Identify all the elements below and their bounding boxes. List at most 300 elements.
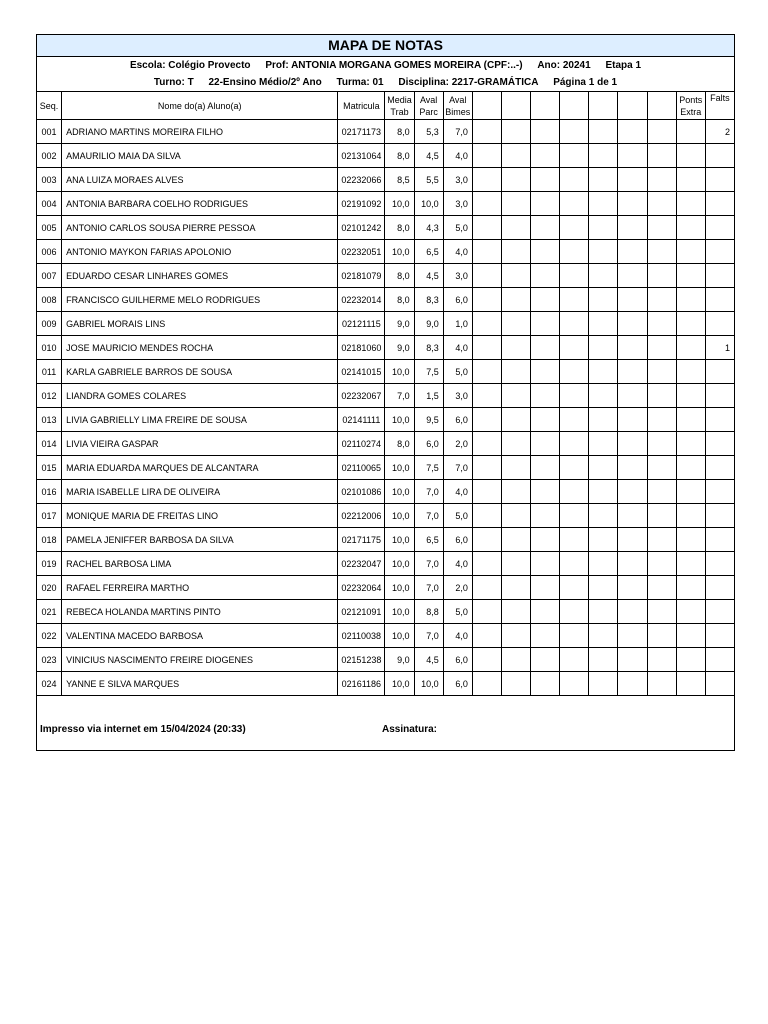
- grade-aval-bimes: 5,0: [443, 360, 472, 384]
- info-line-2: [37, 74, 734, 91]
- student-seq: 016: [37, 480, 62, 504]
- grade-aval-parc: 10,0: [414, 672, 443, 696]
- grade-level: 22-Ensino Médio/2º Ano: [208, 77, 322, 88]
- grade-media-trab: 8,0: [385, 120, 414, 144]
- header-empty: [647, 92, 676, 120]
- student-name: KARLA GABRIELE BARROS DE SOUSA: [62, 360, 338, 384]
- grade-aval-parc: 5,5: [414, 168, 443, 192]
- grade-media-trab: 10,0: [385, 552, 414, 576]
- empty-grade-cell: [647, 456, 676, 480]
- empty-grade-cell: [589, 264, 618, 288]
- ponts-extra-cell: [676, 288, 705, 312]
- empty-grade-cell: [531, 144, 560, 168]
- empty-grade-cell: [647, 336, 676, 360]
- grade-aval-parc: 4,5: [414, 264, 443, 288]
- empty-grade-cell: [589, 288, 618, 312]
- empty-grade-cell: [618, 336, 647, 360]
- grade-media-trab: 8,0: [385, 288, 414, 312]
- empty-grade-cell: [472, 600, 501, 624]
- table-row: [37, 432, 735, 456]
- table-row: [37, 120, 735, 144]
- table-row: [37, 288, 735, 312]
- table-row: [37, 168, 735, 192]
- empty-grade-cell: [560, 144, 589, 168]
- empty-grade-cell: [618, 600, 647, 624]
- empty-grade-cell: [589, 552, 618, 576]
- grade-aval-bimes: 6,0: [443, 408, 472, 432]
- grade-media-trab: 9,0: [385, 648, 414, 672]
- student-name: EDUARDO CESAR LINHARES GOMES: [62, 264, 338, 288]
- empty-grade-cell: [501, 240, 530, 264]
- empty-grade-cell: [531, 600, 560, 624]
- student-matricula: 02191092: [338, 192, 385, 216]
- ponts-extra-cell: [676, 264, 705, 288]
- table-row: [37, 672, 735, 696]
- empty-grade-cell: [589, 168, 618, 192]
- student-matricula: 02121115: [338, 312, 385, 336]
- empty-grade-cell: [560, 168, 589, 192]
- grade-aval-bimes: 7,0: [443, 456, 472, 480]
- ponts-extra-cell: [676, 384, 705, 408]
- shift: Turno: T: [153, 77, 194, 88]
- header-empty: [589, 92, 618, 120]
- empty-grade-cell: [589, 528, 618, 552]
- student-matricula: 02141015: [338, 360, 385, 384]
- faltas-cell: 1: [705, 336, 734, 360]
- student-name: ANTONIO MAYKON FARIAS APOLONIO: [62, 240, 338, 264]
- ponts-extra-cell: [676, 480, 705, 504]
- grade-media-trab: 9,0: [385, 312, 414, 336]
- empty-grade-cell: [560, 336, 589, 360]
- empty-grade-cell: [501, 288, 530, 312]
- student-name: LIANDRA GOMES COLARES: [62, 384, 338, 408]
- empty-grade-cell: [501, 432, 530, 456]
- ponts-extra-cell: [676, 408, 705, 432]
- student-matricula: 02110065: [338, 456, 385, 480]
- faltas-cell: [705, 528, 734, 552]
- student-seq: 004: [37, 192, 62, 216]
- class-group: Turma: 01: [336, 77, 384, 88]
- empty-grade-cell: [647, 624, 676, 648]
- grade-aval-bimes: 7,0: [443, 120, 472, 144]
- student-name: LIVIA VIEIRA GASPAR: [62, 432, 338, 456]
- table-row: [37, 192, 735, 216]
- empty-grade-cell: [560, 648, 589, 672]
- empty-grade-cell: [472, 240, 501, 264]
- grade-media-trab: 10,0: [385, 528, 414, 552]
- faltas-cell: [705, 264, 734, 288]
- student-matricula: 02232051: [338, 240, 385, 264]
- empty-grade-cell: [472, 624, 501, 648]
- table-row: [37, 600, 735, 624]
- empty-grade-cell: [472, 552, 501, 576]
- student-name: PAMELA JENIFFER BARBOSA DA SILVA: [62, 528, 338, 552]
- student-matricula: 02171173: [338, 120, 385, 144]
- empty-grade-cell: [647, 672, 676, 696]
- faltas-cell: [705, 312, 734, 336]
- student-rows: [37, 120, 735, 696]
- empty-grade-cell: [472, 264, 501, 288]
- empty-grade-cell: [501, 144, 530, 168]
- student-matricula: 02101242: [338, 216, 385, 240]
- empty-grade-cell: [589, 480, 618, 504]
- empty-grade-cell: [647, 552, 676, 576]
- empty-grade-cell: [647, 504, 676, 528]
- grade-aval-bimes: 6,0: [443, 672, 472, 696]
- grade-aval-parc: 8,3: [414, 288, 443, 312]
- empty-grade-cell: [647, 648, 676, 672]
- header-name: Nome do(a) Aluno(a): [62, 92, 338, 120]
- ponts-extra-cell: [676, 144, 705, 168]
- faltas-cell: [705, 480, 734, 504]
- student-matricula: 02212006: [338, 504, 385, 528]
- empty-grade-cell: [647, 192, 676, 216]
- grade-aval-parc: 4,3: [414, 216, 443, 240]
- empty-grade-cell: [560, 432, 589, 456]
- empty-grade-cell: [589, 384, 618, 408]
- header-empty: [531, 92, 560, 120]
- empty-grade-cell: [618, 192, 647, 216]
- empty-grade-cell: [501, 264, 530, 288]
- empty-grade-cell: [531, 528, 560, 552]
- grade-aval-parc: 8,3: [414, 336, 443, 360]
- empty-grade-cell: [618, 168, 647, 192]
- student-matricula: 02151238: [338, 648, 385, 672]
- empty-grade-cell: [560, 672, 589, 696]
- faltas-cell: [705, 576, 734, 600]
- ponts-extra-cell: [676, 216, 705, 240]
- student-name: REBECA HOLANDA MARTINS PINTO: [62, 600, 338, 624]
- empty-grade-cell: [647, 168, 676, 192]
- student-name: YANNE E SILVA MARQUES: [62, 672, 338, 696]
- table-row: [37, 408, 735, 432]
- student-name: ADRIANO MARTINS MOREIRA FILHO: [62, 120, 338, 144]
- empty-grade-cell: [501, 384, 530, 408]
- empty-grade-cell: [618, 456, 647, 480]
- empty-grade-cell: [647, 216, 676, 240]
- empty-grade-cell: [531, 264, 560, 288]
- student-name: ANTONIO CARLOS SOUSA PIERRE PESSOA: [62, 216, 338, 240]
- empty-grade-cell: [647, 528, 676, 552]
- student-seq: 012: [37, 384, 62, 408]
- grade-sheet: [36, 34, 735, 751]
- faltas-cell: [705, 504, 734, 528]
- student-matricula: 02171175: [338, 528, 385, 552]
- grade-aval-bimes: 6,0: [443, 288, 472, 312]
- empty-grade-cell: [647, 264, 676, 288]
- empty-grade-cell: [531, 360, 560, 384]
- empty-grade-cell: [618, 504, 647, 528]
- grade-aval-bimes: 4,0: [443, 336, 472, 360]
- empty-grade-cell: [589, 648, 618, 672]
- grade-media-trab: 7,0: [385, 384, 414, 408]
- ponts-extra-cell: [676, 432, 705, 456]
- grade-aval-bimes: 3,0: [443, 168, 472, 192]
- student-name: LIVIA GABRIELLY LIMA FREIRE DE SOUSA: [62, 408, 338, 432]
- grade-aval-bimes: 5,0: [443, 504, 472, 528]
- empty-grade-cell: [618, 480, 647, 504]
- student-matricula: 02232066: [338, 168, 385, 192]
- grade-aval-bimes: 3,0: [443, 192, 472, 216]
- empty-grade-cell: [560, 552, 589, 576]
- empty-grade-cell: [618, 384, 647, 408]
- grade-media-trab: 10,0: [385, 672, 414, 696]
- empty-grade-cell: [589, 624, 618, 648]
- sheet-title: MAPA DE NOTAS: [37, 35, 734, 57]
- empty-grade-cell: [589, 336, 618, 360]
- student-seq: 003: [37, 168, 62, 192]
- faltas-cell: [705, 552, 734, 576]
- empty-grade-cell: [472, 528, 501, 552]
- header-ponts-extra: Ponts Extra: [676, 92, 705, 120]
- student-seq: 019: [37, 552, 62, 576]
- ponts-extra-cell: [676, 504, 705, 528]
- table-row: [37, 312, 735, 336]
- empty-grade-cell: [472, 144, 501, 168]
- grade-aval-parc: 4,5: [414, 648, 443, 672]
- grade-media-trab: 10,0: [385, 480, 414, 504]
- faltas-cell: [705, 648, 734, 672]
- student-name: MARIA ISABELLE LIRA DE OLIVEIRA: [62, 480, 338, 504]
- empty-grade-cell: [472, 432, 501, 456]
- ponts-extra-cell: [676, 528, 705, 552]
- empty-grade-cell: [560, 504, 589, 528]
- empty-grade-cell: [472, 408, 501, 432]
- empty-grade-cell: [531, 240, 560, 264]
- empty-grade-cell: [647, 144, 676, 168]
- empty-grade-cell: [560, 312, 589, 336]
- student-matricula: 02110038: [338, 624, 385, 648]
- empty-grade-cell: [589, 600, 618, 624]
- page-number: Página 1 de 1: [553, 77, 618, 88]
- header-empty: [472, 92, 501, 120]
- ponts-extra-cell: [676, 576, 705, 600]
- student-name: ANTONIA BARBARA COELHO RODRIGUES: [62, 192, 338, 216]
- empty-grade-cell: [501, 192, 530, 216]
- empty-grade-cell: [472, 336, 501, 360]
- empty-grade-cell: [472, 480, 501, 504]
- student-seq: 020: [37, 576, 62, 600]
- empty-grade-cell: [472, 168, 501, 192]
- grade-aval-parc: 7,0: [414, 552, 443, 576]
- empty-grade-cell: [472, 456, 501, 480]
- grade-aval-bimes: 4,0: [443, 480, 472, 504]
- empty-grade-cell: [589, 408, 618, 432]
- student-name: RACHEL BARBOSA LIMA: [62, 552, 338, 576]
- empty-grade-cell: [560, 528, 589, 552]
- empty-grade-cell: [531, 480, 560, 504]
- ponts-extra-cell: [676, 360, 705, 384]
- student-seq: 007: [37, 264, 62, 288]
- student-seq: 017: [37, 504, 62, 528]
- grade-media-trab: 10,0: [385, 504, 414, 528]
- faltas-cell: [705, 432, 734, 456]
- empty-grade-cell: [472, 288, 501, 312]
- student-matricula: 02121091: [338, 600, 385, 624]
- empty-grade-cell: [472, 360, 501, 384]
- header-aval-parc: Aval Parc: [414, 92, 443, 120]
- faltas-cell: 2: [705, 120, 734, 144]
- student-seq: 009: [37, 312, 62, 336]
- stage: Etapa 1: [605, 60, 642, 71]
- student-seq: 011: [37, 360, 62, 384]
- table-row: [37, 480, 735, 504]
- student-matricula: 02141111: [338, 408, 385, 432]
- student-seq: 023: [37, 648, 62, 672]
- grade-media-trab: 8,0: [385, 144, 414, 168]
- empty-grade-cell: [647, 384, 676, 408]
- faltas-cell: [705, 384, 734, 408]
- ponts-extra-cell: [676, 552, 705, 576]
- grade-aval-parc: 7,0: [414, 624, 443, 648]
- empty-grade-cell: [560, 288, 589, 312]
- grade-aval-parc: 6,5: [414, 528, 443, 552]
- student-seq: 008: [37, 288, 62, 312]
- grade-aval-bimes: 4,0: [443, 144, 472, 168]
- empty-grade-cell: [589, 240, 618, 264]
- empty-grade-cell: [560, 264, 589, 288]
- empty-grade-cell: [589, 432, 618, 456]
- student-seq: 015: [37, 456, 62, 480]
- empty-grade-cell: [589, 360, 618, 384]
- ponts-extra-cell: [676, 120, 705, 144]
- header-empty: [618, 92, 647, 120]
- empty-grade-cell: [531, 336, 560, 360]
- empty-grade-cell: [472, 216, 501, 240]
- empty-grade-cell: [531, 624, 560, 648]
- student-seq: 010: [37, 336, 62, 360]
- grade-media-trab: 10,0: [385, 456, 414, 480]
- empty-grade-cell: [589, 216, 618, 240]
- table-row: [37, 240, 735, 264]
- ponts-extra-cell: [676, 312, 705, 336]
- empty-grade-cell: [560, 240, 589, 264]
- empty-grade-cell: [531, 552, 560, 576]
- grade-aval-parc: 7,0: [414, 504, 443, 528]
- student-name: JOSE MAURICIO MENDES ROCHA: [62, 336, 338, 360]
- student-matricula: 02232014: [338, 288, 385, 312]
- faltas-cell: [705, 408, 734, 432]
- student-seq: 013: [37, 408, 62, 432]
- student-seq: 022: [37, 624, 62, 648]
- empty-grade-cell: [618, 288, 647, 312]
- grade-aval-bimes: 4,0: [443, 240, 472, 264]
- grade-aval-bimes: 5,0: [443, 600, 472, 624]
- student-seq: 005: [37, 216, 62, 240]
- empty-grade-cell: [501, 168, 530, 192]
- empty-grade-cell: [501, 528, 530, 552]
- table-row: [37, 144, 735, 168]
- empty-grade-cell: [618, 408, 647, 432]
- faltas-cell: [705, 192, 734, 216]
- student-name: GABRIEL MORAIS LINS: [62, 312, 338, 336]
- ponts-extra-cell: [676, 240, 705, 264]
- student-matricula: 02101086: [338, 480, 385, 504]
- student-matricula: 02161186: [338, 672, 385, 696]
- empty-grade-cell: [618, 120, 647, 144]
- empty-grade-cell: [618, 216, 647, 240]
- empty-grade-cell: [647, 432, 676, 456]
- ponts-extra-cell: [676, 600, 705, 624]
- empty-grade-cell: [647, 360, 676, 384]
- grade-aval-parc: 6,0: [414, 432, 443, 456]
- table-row: [37, 576, 735, 600]
- empty-grade-cell: [618, 312, 647, 336]
- empty-grade-cell: [472, 672, 501, 696]
- empty-grade-cell: [501, 576, 530, 600]
- grade-media-trab: 10,0: [385, 600, 414, 624]
- grade-aval-bimes: 3,0: [443, 264, 472, 288]
- empty-grade-cell: [531, 408, 560, 432]
- empty-grade-cell: [560, 360, 589, 384]
- grade-aval-parc: 7,5: [414, 456, 443, 480]
- empty-grade-cell: [647, 480, 676, 504]
- grade-aval-bimes: 6,0: [443, 648, 472, 672]
- grade-media-trab: 10,0: [385, 240, 414, 264]
- empty-grade-cell: [531, 648, 560, 672]
- student-matricula: 02232047: [338, 552, 385, 576]
- empty-grade-cell: [501, 504, 530, 528]
- student-name: MARIA EDUARDA MARQUES DE ALCANTARA: [62, 456, 338, 480]
- grade-aval-parc: 9,0: [414, 312, 443, 336]
- empty-grade-cell: [531, 312, 560, 336]
- grade-aval-parc: 7,5: [414, 360, 443, 384]
- student-matricula: 02110274: [338, 432, 385, 456]
- empty-grade-cell: [647, 600, 676, 624]
- empty-grade-cell: [531, 168, 560, 192]
- grade-aval-parc: 9,5: [414, 408, 443, 432]
- grade-aval-bimes: 2,0: [443, 432, 472, 456]
- empty-grade-cell: [560, 576, 589, 600]
- grade-aval-parc: 8,8: [414, 600, 443, 624]
- student-name: ANA LUIZA MORAES ALVES: [62, 168, 338, 192]
- header-faltas: Falts: [705, 92, 734, 120]
- empty-grade-cell: [501, 312, 530, 336]
- footer: [37, 696, 734, 750]
- empty-grade-cell: [589, 144, 618, 168]
- grade-aval-parc: 4,5: [414, 144, 443, 168]
- faltas-cell: [705, 360, 734, 384]
- table-row: [37, 384, 735, 408]
- student-matricula: 02131064: [338, 144, 385, 168]
- grade-aval-bimes: 4,0: [443, 624, 472, 648]
- empty-grade-cell: [560, 624, 589, 648]
- empty-grade-cell: [618, 624, 647, 648]
- grade-media-trab: 8,0: [385, 432, 414, 456]
- signature-label: Assinatura:: [382, 724, 438, 735]
- student-seq: 018: [37, 528, 62, 552]
- grade-aval-parc: 6,5: [414, 240, 443, 264]
- table-row: [37, 528, 735, 552]
- school-name: Escola: Colégio Provecto: [129, 60, 251, 71]
- student-name: AMAURILIO MAIA DA SILVA: [62, 144, 338, 168]
- ponts-extra-cell: [676, 336, 705, 360]
- faltas-cell: [705, 168, 734, 192]
- empty-grade-cell: [501, 672, 530, 696]
- table-row: [37, 552, 735, 576]
- printed-timestamp: Impresso via internet em 15/04/2024 (20:33): [40, 724, 246, 735]
- empty-grade-cell: [501, 336, 530, 360]
- grade-aval-parc: 7,0: [414, 480, 443, 504]
- faltas-cell: [705, 672, 734, 696]
- faltas-cell: [705, 624, 734, 648]
- grade-aval-bimes: 2,0: [443, 576, 472, 600]
- student-seq: 002: [37, 144, 62, 168]
- empty-grade-cell: [560, 600, 589, 624]
- empty-grade-cell: [531, 432, 560, 456]
- table-row: [37, 360, 735, 384]
- empty-grade-cell: [560, 456, 589, 480]
